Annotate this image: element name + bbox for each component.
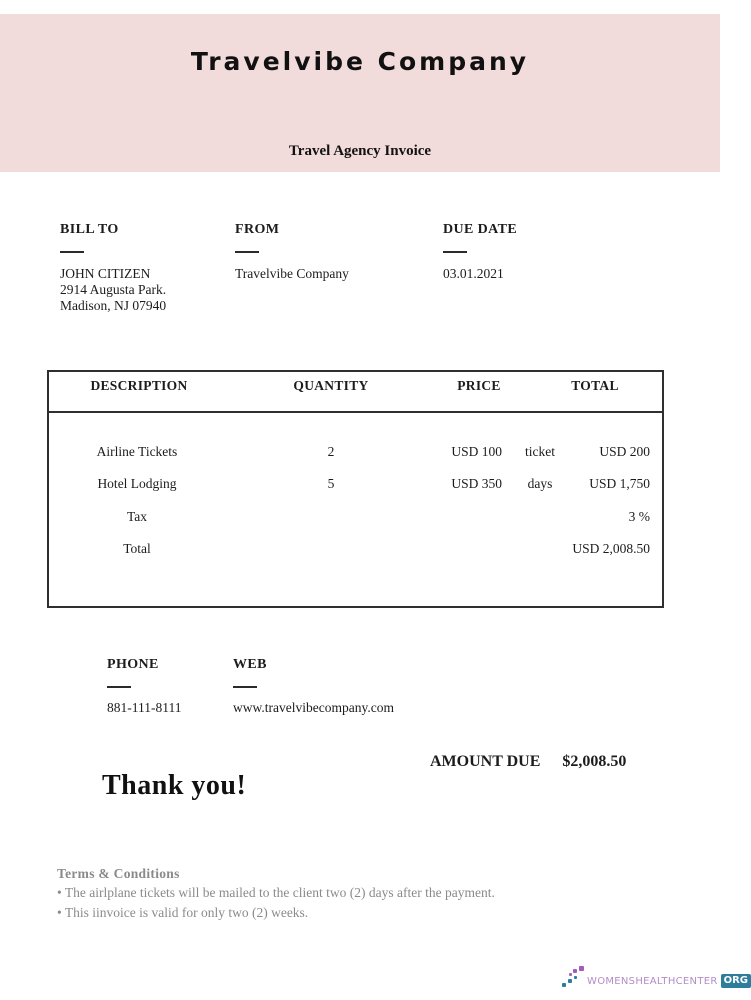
amount-due-row: [430, 753, 626, 771]
table-row: [49, 541, 662, 558]
due-date-label: DUE DATE: [443, 222, 518, 237]
invoice-title: Travel Agency Invoice: [288, 143, 432, 159]
cell-description: Total: [123, 541, 151, 556]
terms-item: • This iinvoice is valid for only two (2) weeks.: [57, 905, 309, 920]
web-value: www.travelvibecompany.com: [233, 700, 394, 715]
bill-to-name: JOHN CITIZEN: [60, 266, 151, 281]
line-items-table: [47, 370, 664, 608]
from-section: [235, 222, 349, 282]
logo-swoosh-icon: [562, 962, 586, 990]
cell-unit: ticket: [525, 444, 555, 459]
cell-description: Tax: [126, 509, 148, 524]
divider-line: [235, 251, 259, 253]
phone-value: 881-111-8111: [107, 700, 182, 715]
footer-logo: [562, 960, 751, 990]
header-band: [0, 14, 720, 172]
web-section: [233, 657, 394, 716]
cell-description: Hotel Lodging: [97, 476, 177, 491]
cell-total: USD 1,750: [589, 476, 650, 491]
due-date-section: [443, 222, 517, 282]
table-header-separator: [49, 411, 662, 413]
bill-to-section: [60, 222, 166, 314]
cell-total: 3 %: [628, 509, 650, 524]
divider-line: [233, 686, 257, 688]
column-header-description: DESCRIPTION: [90, 378, 188, 393]
cell-price: USD 100: [451, 444, 502, 459]
phone-section: [107, 657, 182, 716]
terms-item: • The airlplane tickets will be mailed to the client two (2) days after the payment.: [57, 885, 495, 900]
table-row: [49, 444, 662, 461]
cell-quantity: 2: [327, 444, 335, 459]
logo-site-name: WOMENSHEALTHCENTER: [587, 976, 718, 987]
divider-line: [107, 686, 131, 688]
due-date-value: 03.01.2021: [443, 266, 504, 281]
from-company: Travelvibe Company: [235, 266, 349, 281]
cell-total: USD 200: [599, 444, 650, 459]
thank-you-message: Thank you!: [102, 770, 247, 801]
column-header-price: PRICE: [457, 378, 501, 393]
bill-to-label: BILL TO: [60, 222, 119, 237]
table-row: [49, 509, 662, 526]
company-name: Travelvibe Company: [190, 47, 530, 76]
cell-quantity: 5: [327, 476, 335, 491]
phone-label: PHONE: [107, 657, 159, 672]
web-label: WEB: [233, 657, 267, 672]
cell-unit: days: [527, 476, 553, 491]
cell-price: USD 350: [451, 476, 502, 491]
bill-to-street: 2914 Augusta Park.: [60, 282, 167, 297]
amount-due-value: $2,008.50: [562, 753, 627, 770]
logo-tld-badge: ORG: [721, 974, 751, 988]
terms-title: Terms & Conditions: [57, 866, 180, 881]
column-header-quantity: QUANTITY: [293, 378, 369, 393]
cell-description: Airline Tickets: [96, 444, 178, 459]
column-header-total: TOTAL: [571, 378, 619, 393]
divider-line: [443, 251, 467, 253]
divider-line: [60, 251, 84, 253]
from-label: FROM: [235, 222, 280, 237]
table-row: [49, 476, 662, 493]
cell-total: USD 2,008.50: [572, 541, 650, 556]
terms-section: [57, 866, 495, 922]
bill-to-city: Madison, NJ 07940: [60, 298, 167, 313]
amount-due-label: AMOUNT DUE: [430, 753, 541, 770]
